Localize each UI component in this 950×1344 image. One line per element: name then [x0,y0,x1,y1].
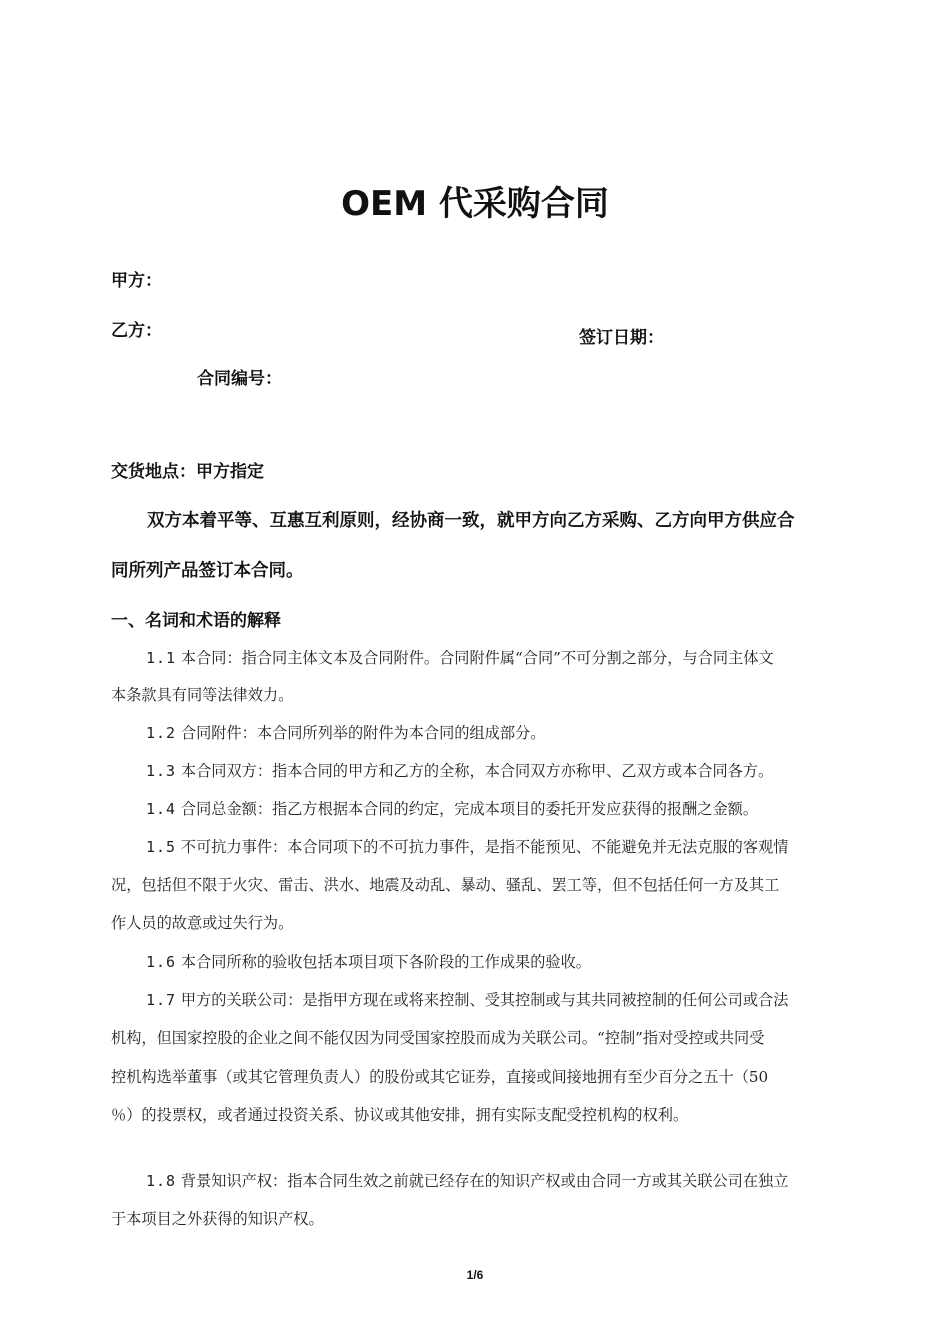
clause-1-4 [146,798,758,819]
intro-paragraph-line-2: 同所列产品签订本合同。 [111,561,304,581]
clause-1-5-line-3: 作人员的故意或过失行为。 [111,914,294,932]
clause-number: 1.1 [146,649,177,667]
signing-date-label-text: 签订日期： [579,328,664,348]
clause-text: 背景知识产权：指本合同生效之前就已经存在的知识产权或由合同一方或其关联公司在独立 [180,1172,789,1190]
clause-text: 本合同：指合同主体文本及合同附件。合同附件属“合同”不可分割之部分，与合同主体文 [180,649,774,667]
clause-1-3 [146,760,773,781]
clause-number: 1.8 [146,1172,177,1190]
clause-1-1-line-1 [146,647,774,668]
clause-text: 不可抗力事件：本合同项下的不可抗力事件，是指不能预见、不能避免并无法克服的客观情 [180,838,789,856]
clause-1-8-line-1 [146,1170,788,1191]
clause-number: 1.7 [146,991,177,1009]
signing-date-label [579,323,664,348]
clause-1-1-line-2: 本条款具有同等法律效力。 [111,686,294,704]
clause-1-5-line-1 [146,836,788,857]
contract-number-label: 合同编号： [197,369,282,389]
clause-text: 合同总金额：指乙方根据本合同的约定，完成本项目的委托开发应获得的报酬之金额。 [180,800,759,818]
clause-number: 1.6 [146,953,177,971]
intro-paragraph-line-1: 双方本着平等、互惠互利原则，经协商一致，就甲方向乙方采购、乙方向甲方供应合 [147,511,795,531]
clause-1-8-line-2: 于本项目之外获得的知识产权。 [111,1210,324,1228]
clause-1-7-line-1 [146,989,788,1010]
clause-1-7-line-4: ％）的投票权，或者通过投资关系、协议或其他安排，拥有实际支配受控机构的权利。 [111,1106,689,1124]
clause-number: 1.3 [146,762,177,780]
clause-text: 本合同双方：指本合同的甲方和乙方的全称，本合同双方亦称甲、乙双方或本合同各方。 [180,762,774,780]
party-b-label: 乙方： [111,321,162,341]
clause-1-2 [146,722,545,743]
party-a-label: 甲方： [111,271,162,291]
clause-1-7-line-2: 机构，但国家控股的企业之间不能仅因为同受国家控股而成为关联公司。“控制”指对受控或共同受 [111,1029,765,1047]
clause-number: 1.4 [146,800,177,818]
section-1-heading: 一、名词和术语的解释 [111,611,281,631]
clause-number: 1.5 [146,838,177,856]
clause-1-6 [146,951,591,972]
clause-1-5-line-2: 况，包括但不限于火灾、雷击、洪水、地震及动乱、暴动、骚乱、罢工等，但不包括任何一方及其工 [111,876,780,894]
clause-number: 1.2 [146,724,177,742]
page-number: 1/6 [466,1268,484,1282]
clause-text: 甲方的关联公司：是指甲方现在或将来控制、受其控制或与其共同被控制的任何公司或合法 [180,991,789,1009]
document-title: OEM 代采购合同 [341,184,609,224]
clause-text: 合同附件：本合同所列举的附件为本合同的组成部分。 [180,724,546,742]
clause-1-7-line-3: 控机构选举董事（或其它管理负责人）的股份或其它证券，直接或间接地拥有至少百分之五十（50 [111,1068,769,1086]
clause-text: 本合同所称的验收包括本项目项下各阶段的工作成果的验收。 [180,953,591,971]
delivery-location: 交货地点：甲方指定 [111,462,264,482]
